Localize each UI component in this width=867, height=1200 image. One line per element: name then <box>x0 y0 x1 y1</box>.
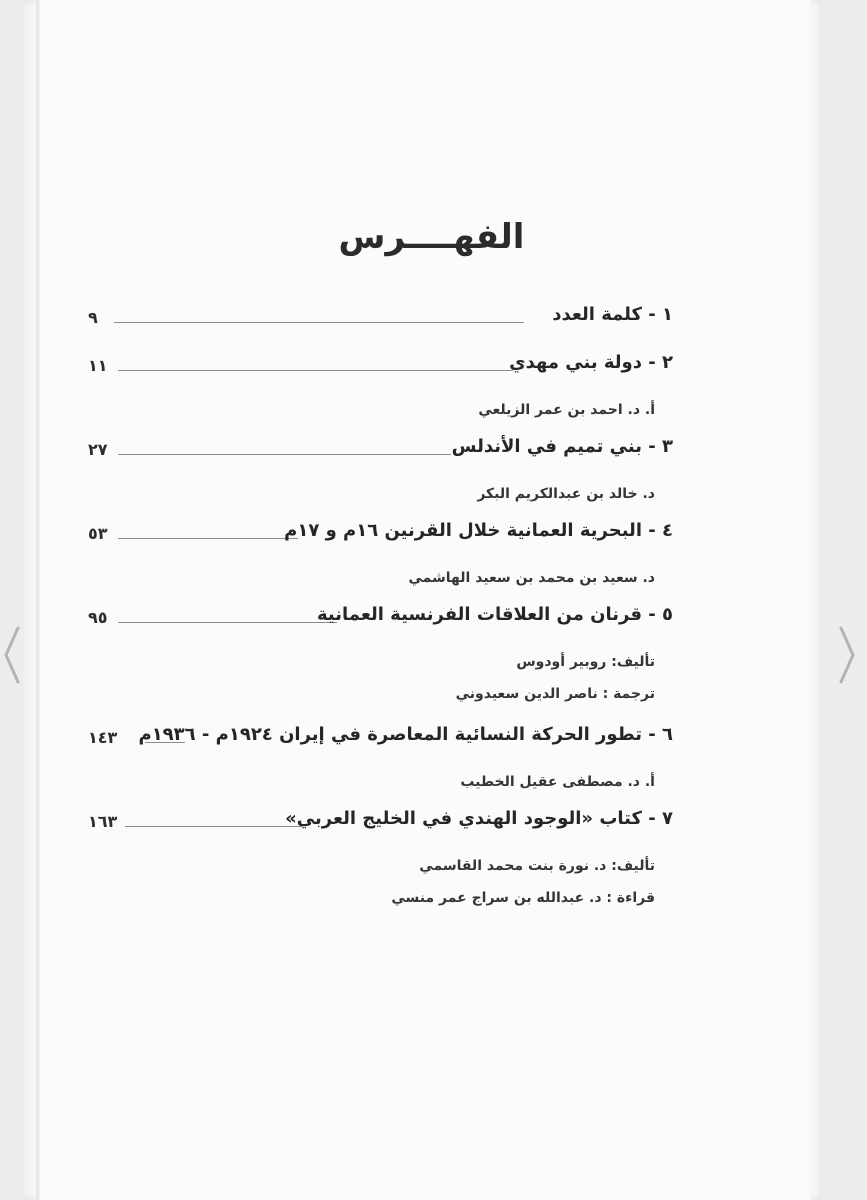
entry-author: أ. د. مصطفى عقيل الخطيب <box>460 774 655 790</box>
page-number: ١٤٣ <box>88 728 118 747</box>
previous-page-button[interactable] <box>0 620 24 690</box>
leader-line <box>118 538 298 539</box>
entry-title: ٥ - قرنان من العلاقات الفرنسية العمانية <box>316 604 673 625</box>
entry-author: أ. د. احمد بن عمر الزيلعي <box>478 402 655 418</box>
toc-entry-line <box>88 806 673 844</box>
chevron-left-icon <box>0 620 24 690</box>
toc-entry-1 <box>88 302 673 340</box>
page-number: ١٦٣ <box>88 812 118 831</box>
entry-author: د. خالد بن عبدالكريم البكر <box>477 486 655 502</box>
toc-entry-line <box>88 434 673 472</box>
entry-author: د. سعيد بن محمد بن سعيد الهاشمي <box>408 570 655 586</box>
entry-title: ٣ - بني تميم في الأندلس <box>451 436 673 457</box>
toc-entry-2 <box>88 350 673 388</box>
page-number: ٥٣ <box>88 524 108 543</box>
entry-title: ١ - كلمة العدد <box>552 304 673 325</box>
entry-translator: ترجمة : ناصر الدين سعيدوني <box>455 686 655 702</box>
entry-title: ٧ - كتاب «الوجود الهندي في الخليج العربي» <box>285 808 673 829</box>
toc-entry-line <box>88 722 673 760</box>
toc-entry-7 <box>88 806 673 844</box>
viewer-right-margin <box>822 0 867 1200</box>
page-number: ٢٧ <box>88 440 108 459</box>
entry-reviewer: قراءة : د. عبدالله بن سراج عمر منسي <box>391 890 655 906</box>
viewer-left-margin <box>0 0 22 1200</box>
leader-line <box>118 370 513 371</box>
toc-entry-3 <box>88 434 673 472</box>
leader-line <box>114 322 524 323</box>
entry-title: ٢ - دولة بني مهدي <box>509 352 673 373</box>
toc-entry-line <box>88 518 673 556</box>
next-page-button[interactable] <box>835 620 859 690</box>
page-sheet <box>40 0 810 1200</box>
page-title: الفهــــرس <box>338 217 525 257</box>
toc-entry-line <box>88 302 673 340</box>
toc-entry-4 <box>88 518 673 556</box>
entry-author: تأليف: روبير أودوس <box>516 654 655 670</box>
toc-entry-5 <box>88 602 673 640</box>
entry-title: ٤ - البحرية العمانية خلال القرنين ١٦م و ١٧م <box>284 520 673 541</box>
entry-author: تأليف: د. نورة بنت محمد القاسمي <box>419 858 655 874</box>
chevron-right-icon <box>835 620 859 690</box>
leader-line <box>118 622 337 623</box>
scanned-page <box>22 0 822 1200</box>
leader-line <box>125 826 302 827</box>
page-number: ٩٥ <box>88 608 108 627</box>
entry-title: ٦ - تطور الحركة النسائية المعاصرة في إيران ١٩٢٤م - ١٩٣٦م <box>138 724 673 745</box>
toc-entry-line <box>88 350 673 388</box>
page-number: ٩ <box>88 308 98 327</box>
toc-entry-line <box>88 602 673 640</box>
leader-line <box>118 454 451 455</box>
page-number: ١١ <box>88 356 108 375</box>
toc-entry-6 <box>88 722 673 760</box>
